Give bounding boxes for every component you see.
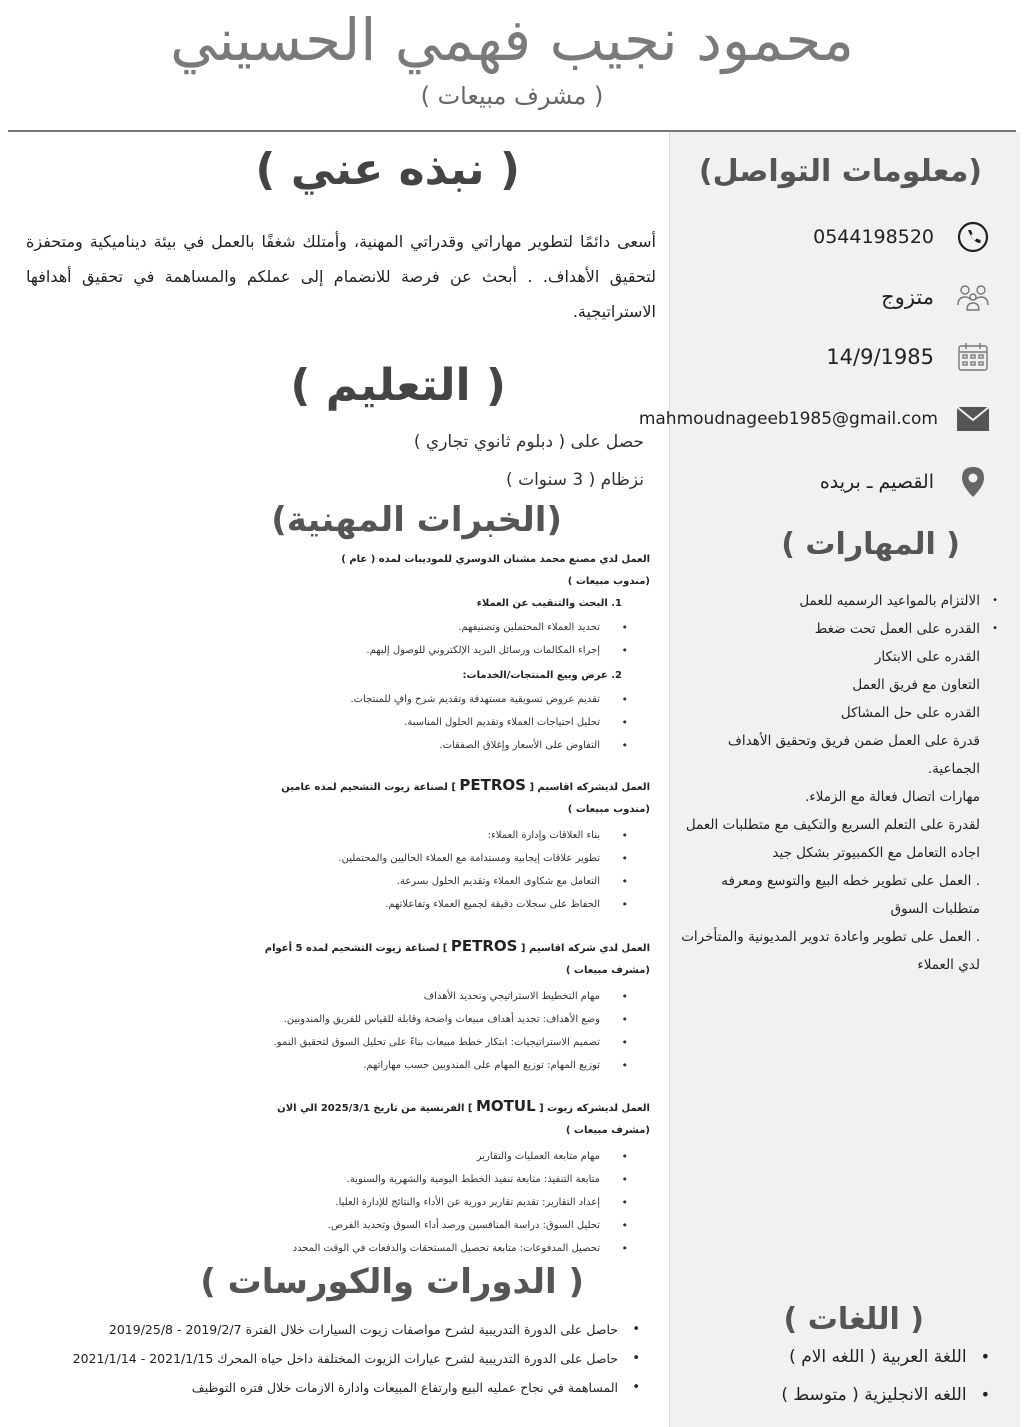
about-title: ( نبذه عني ) [255,144,520,195]
list-item: • وضع الأهداف: تحديد أهداف مبيعات واضحة وقابلة للقياس للفريق والمندوبين. [30,1008,650,1031]
job-header: العمل لدي مصنع محمد مشنان الدوسري للموديبات لمده ( عام ) [341,554,650,565]
phone-icon [956,220,990,254]
person-name: محمود نجيب فهمي الحسيني [170,6,854,74]
contact-title: (معلومات التواصل) [698,154,982,189]
mail-icon [956,402,990,436]
job-role: (مشرف مبيعات ) [565,1125,650,1136]
birth-date: 14/9/1985 [826,345,934,369]
list-item: • تحليل احتياجات العملاء وتقديم الحلول المناسبة. [30,711,650,734]
list-item: • تحليل السوق: دراسة المنافسين ورصد أداء السوق وتحديد الفرص. [30,1214,650,1237]
languages-list [781,1347,990,1423]
job-duties [30,616,650,662]
courses-list [10,1315,650,1402]
skill-item: لقدرة على التعلم السريع والتكيف مع متطلبات العمل [685,817,980,833]
list-item: • مهام التخطيط الاستراتيجي وتحديد الأهداف [30,985,650,1008]
contact-phone [700,212,990,262]
course-item: • حاصل على الدورة التدريبية لشرح عيارات الزيوت المختلفة داخل حياه المحرك 2021/1/15 - 2021/1/14 [10,1344,650,1373]
skills-title: ( المهارات ) [781,527,960,562]
experience-job [30,552,650,757]
job-duties [30,688,650,757]
job-duties [30,824,650,916]
job-header: العمل لدي شركه اقاسيم [ PETROS ] لصناعة زيوت التشحيم لمده 5 أعوام [264,937,650,955]
location-pin-icon [956,465,990,499]
list-item: • التفاوض على الأسعار وإغلاق الصفقات. [30,734,650,757]
education-degree: حصل على ( دبلوم ثانوي تجاري ) [413,432,644,452]
list-item: • توزيع المهام: توزيع المهام على المندوبين حسب مهاراتهم. [30,1054,650,1077]
job-subheading: 2. عرض وبيع المنتجات/الخدمات: [462,670,622,681]
about-text: أسعى دائمًا لتطوير مهاراتي وقدراتي المهنية، وأمتلك شغفًا بالعمل في بيئة ديناميكية ومتحفزة لتحقيق الأهداف. . أبحث عن فرصة للانضمام إلى عملكم والمساهمة في تحقيق أهدافها الاستراتيجية. [26,232,656,321]
job-title: ( مشرف مبيعات ) [420,82,604,110]
phone-number: 0544198520 [813,226,934,248]
language-item: • اللغه الانجليزية ( متوسط ) [781,1385,990,1405]
list-item: • بناء العلاقات وإدارة العملاء: [30,824,650,847]
education-title: ( التعليم ) [290,360,506,411]
skill-item: القدره على الابتكار [874,649,980,665]
list-item: • إجراء المكالمات ورسائل البريد الإلكتروني للوصول إليهم. [30,639,650,662]
skill-item: اجاده التعامل مع الكمبيوتر بشكل جيد [772,845,980,861]
email-address: mahmoudnageeb1985@gmail.com [638,409,938,429]
calendar-icon [956,340,990,374]
location: القصيم ـ بريده [819,471,934,493]
contact-location [700,457,990,507]
list-item: • التعامل مع شكاوى العملاء وتقديم الحلول بسرعة. [30,870,650,893]
list-item: • إعداد التقارير: تقديم تقارير دورية عن الأداء والنتائج للإدارة العليا. [30,1191,650,1214]
skills-list: • الالتزام بالمواعيد الرسميه للعمل • القدره على العمل تحت ضغط القدره على الابتكار التعاون مع فريق العمل القدره على حل المشاكل قدرة على العمل ضمن فريق وتحقيق الأهداف الجماعية. مهارات اتصال فعالة مع الزملاء. لقدرة على التعلم السريع والتكيف مع متطلبات العمل اجاده التعامل مع الكمبيوتر بشكل جيد . العمل على تطوير خطه البيع والتوسع ومعرفه متطلبات السوق . العمل على تطوير واعادة تدوير المديونية والمتأخرات لدي العملاء [680,587,980,979]
list-item: • تحديد العملاء المحتملين وتصنيفهم. [30,616,650,639]
experience-job [30,1098,650,1260]
job-duties [30,985,650,1077]
skill-item: التعاون مع فريق العمل [852,677,980,693]
list-item: • الحفاظ على سجلات دقيقة لجميع العملاء وتفاعلاتهم. [30,893,650,916]
list-item: • تحصيل المدفوعات: متابعة تحصيل المستحقات والدفعات في الوقت المحدد [30,1237,650,1260]
languages-title: ( اللغات ) [783,1302,924,1337]
skill-item: . العمل على تطوير خطه البيع والتوسع ومعرفه متطلبات السوق [721,873,980,917]
list-item: • تقديم عروض تسويقية مستهدفة وتقديم شرح وافٍ للمنتجات. [30,688,650,711]
contact-birth [700,332,990,382]
main-content [0,132,670,1427]
contact-email [638,394,990,444]
language-item: • اللغة العربية ( اللغه الام ) [781,1347,990,1367]
courses-title: ( الدورات والكورسات ) [200,1262,584,1302]
job-role: (مشرف مبيعات ) [565,965,650,976]
job-role: (مندوب مبيعات ) [567,804,650,815]
job-header: العمل لديشركه زيوت [ MOTUL ] الفرنسية من تاريخ 2025/3/1 الي الان [277,1097,650,1115]
skill-item: مهارات اتصال فعالة مع الزملاء. [805,789,980,805]
header [8,0,1016,132]
job-header: العمل لديشركه اقاسيم [ PETROS ] لصناعة زيوت التشحيم لمده عامين [281,776,650,794]
job-duties [30,1145,650,1260]
marital-status: متزوج [881,285,934,309]
job-role: (مندوب مبيعات ) [567,576,650,587]
education-duration: نزظام ( 3 سنوات ) [506,470,644,490]
list-item: • مهام متابعة العمليات والتقارير [30,1145,650,1168]
skill-item: . العمل على تطوير واعادة تدوير المديونية والمتأخرات لدي العملاء [681,929,980,973]
list-item: • تطوير علاقات إيجابية ومستدامة مع العملاء الحاليين والمحتملين. [30,847,650,870]
skill-item: القدره على العمل تحت ضغط [814,621,980,637]
course-item: • حاصل على الدورة التدريبية لشرح مواصفات زيوت السيارات خلال الفترة 2019/2/7 - 2019/25/8 [10,1315,650,1344]
sidebar [638,132,1020,1427]
list-item: • تصميم الاستراتيجيات: ابتكار خطط مبيعات بناءً على تحليل السوق لتحقيق النمو. [30,1031,650,1054]
skill-item: • الالتزام بالمواعيد الرسميه للعمل [799,593,998,609]
skill-item: قدرة على العمل ضمن فريق وتحقيق الأهداف الجماعية. [727,733,980,777]
skill-item: القدره على حل المشاكل [840,705,980,721]
job-subheading: 1. البحث والتنقيب عن العملاء [476,598,622,609]
experience-job [30,938,650,1077]
list-item: • متابعة التنفيذ: متابعة تنفيذ الخطط اليومية والشهرية والسنوية. [30,1168,650,1191]
experience-job [30,777,650,916]
family-icon [956,280,990,314]
course-item: • المساهمة في نجاح عمليه البيع وارتفاع المبيعات وادارة الازمات خلال فتره التوظيف [10,1373,650,1402]
contact-status [700,272,990,322]
experience-title: (الخبرات المهنية) [271,500,562,540]
